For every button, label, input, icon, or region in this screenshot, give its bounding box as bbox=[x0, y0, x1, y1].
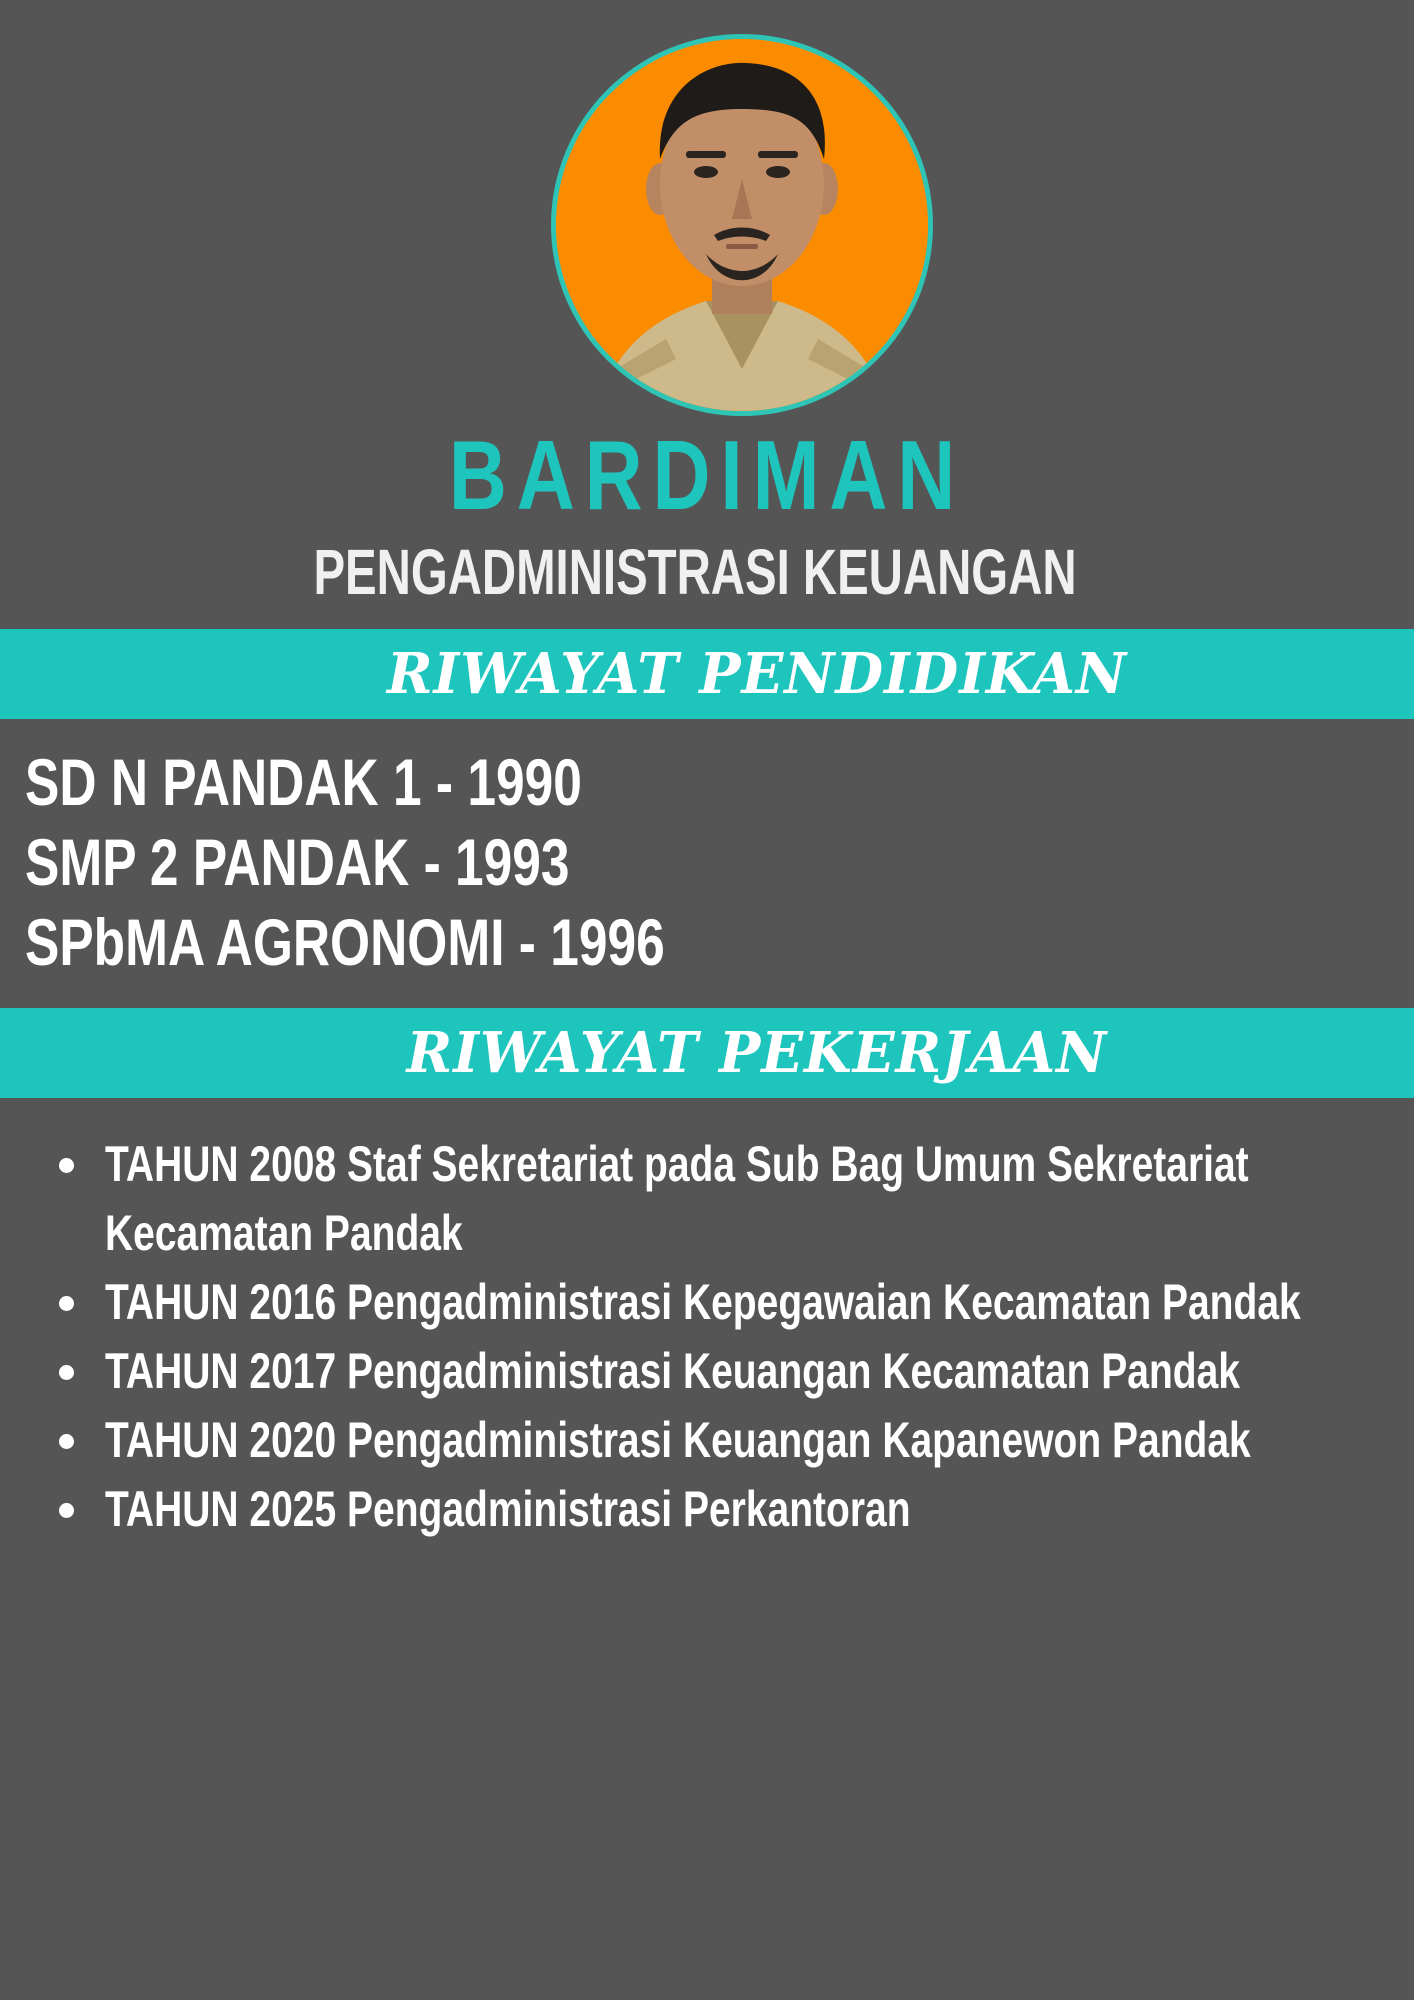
work-item bbox=[55, 1475, 1355, 1544]
person-portrait-icon bbox=[556, 39, 928, 411]
bullet-icon bbox=[59, 1434, 74, 1449]
education-list bbox=[25, 742, 845, 982]
bullet-icon bbox=[59, 1503, 74, 1518]
work-history-list bbox=[55, 1130, 1355, 1544]
job-title: PENGADMINISTRASI KEUANGAN bbox=[313, 536, 1077, 608]
education-heading-band bbox=[0, 629, 1414, 719]
work-item-text: TAHUN 2008 Staf Sekretariat pada Sub Bag Umum Sekretariat Kecamatan Pandak bbox=[105, 1136, 1249, 1261]
work-item bbox=[55, 1406, 1355, 1475]
work-item-text: TAHUN 2017 Pengadministrasi Keuangan Kecamatan Pandak bbox=[105, 1343, 1240, 1399]
work-heading-band bbox=[0, 1008, 1414, 1098]
work-item-text: TAHUN 2025 Pengadministrasi Perkantoran bbox=[105, 1481, 911, 1537]
education-item: SD N PANDAK 1 - 1990 bbox=[25, 745, 582, 819]
profile-photo bbox=[556, 39, 928, 411]
work-item bbox=[55, 1337, 1355, 1406]
work-item bbox=[55, 1130, 1355, 1268]
work-item-text: TAHUN 2020 Pengadministrasi Keuangan Kapanewon Pandak bbox=[105, 1412, 1251, 1468]
bullet-icon bbox=[59, 1296, 74, 1311]
bullet-icon bbox=[59, 1365, 74, 1380]
education-item: SPbMA AGRONOMI - 1996 bbox=[25, 905, 665, 979]
person-name: BARDIMAN bbox=[448, 420, 966, 530]
education-item: SMP 2 PANDAK - 1993 bbox=[25, 825, 570, 899]
education-heading: RIWAYAT PENDIDIKAN bbox=[386, 641, 1128, 707]
bullet-icon bbox=[59, 1158, 74, 1173]
work-item-text: TAHUN 2016 Pengadministrasi Kepegawaian Kecamatan Pandak bbox=[105, 1274, 1301, 1330]
work-heading: RIWAYAT PEKERJAAN bbox=[406, 1020, 1108, 1086]
work-item bbox=[55, 1268, 1355, 1337]
profile-photo-frame bbox=[551, 34, 933, 416]
